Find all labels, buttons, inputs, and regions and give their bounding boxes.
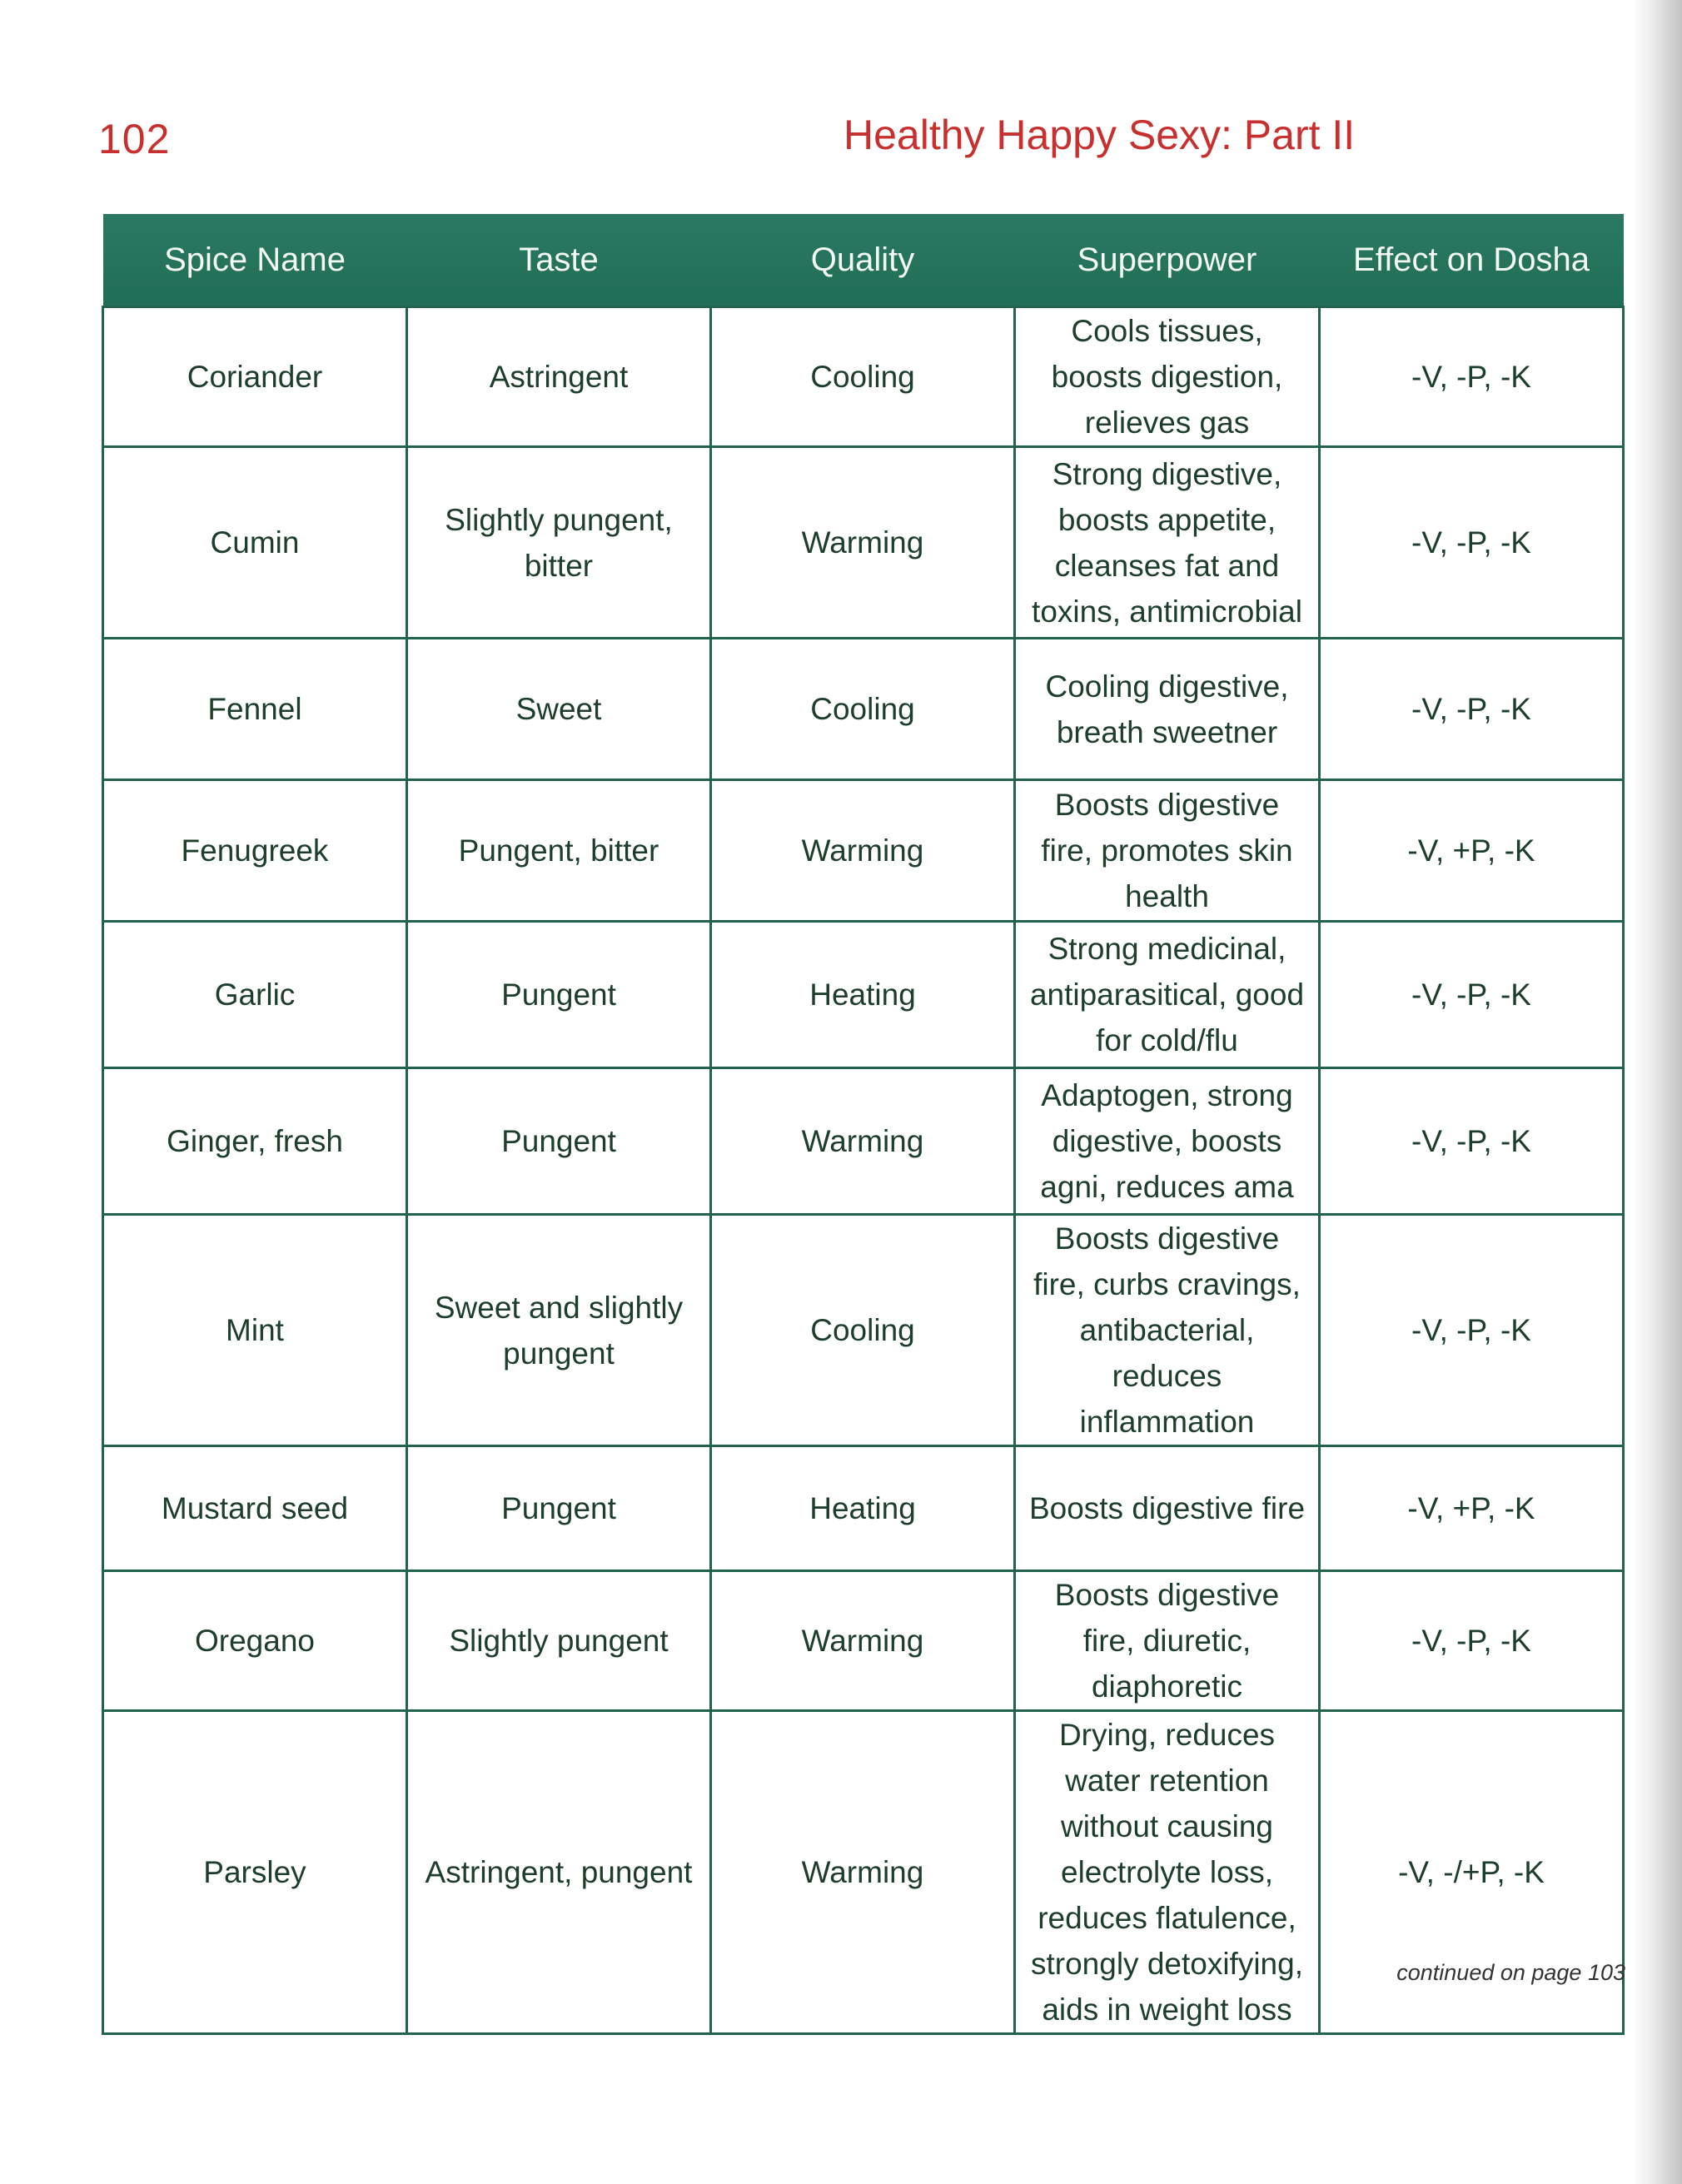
cell-quality: Warming <box>711 1711 1015 2034</box>
cell-spice-name: Mustard seed <box>103 1446 407 1571</box>
continued-note: continued on page 103 <box>1396 1960 1625 1985</box>
table-header-row <box>103 214 1624 307</box>
running-head: Healthy Happy Sexy: Part II <box>843 112 1356 158</box>
cell-spice-name: Ginger, fresh <box>103 1068 407 1215</box>
cell-effect: -V, +P, -K <box>1320 780 1624 922</box>
cell-effect: -V, -P, -K <box>1320 1571 1624 1711</box>
cell-taste: Pungent, bitter <box>407 780 711 922</box>
cell-superpower: Cooling digestive, breath sweetner <box>1015 639 1320 780</box>
header-superpower: Superpower <box>1015 214 1320 307</box>
page-number: 102 <box>98 116 171 162</box>
header-effect-on-dosha: Effect on Dosha <box>1320 214 1624 307</box>
cell-quality: Heating <box>711 922 1015 1068</box>
header-taste: Taste <box>407 214 711 307</box>
cell-taste: Slightly pungent <box>407 1571 711 1711</box>
cell-superpower: Boosts digestive fire, promotes skin health <box>1015 780 1320 922</box>
cell-taste: Pungent <box>407 922 711 1068</box>
cell-quality: Cooling <box>711 307 1015 447</box>
cell-superpower: Strong medicinal, antiparasitical, good for cold/flu <box>1015 922 1320 1068</box>
cell-superpower: Drying, reduces water retention without causing electrolyte loss, reduces flatulence, strongly detoxifying, aids in weight loss <box>1015 1711 1320 2034</box>
cell-superpower: Adaptogen, strong digestive, boosts agni, reduces ama <box>1015 1068 1320 1215</box>
header-quality: Quality <box>711 214 1015 307</box>
cell-spice-name: Oregano <box>103 1571 407 1711</box>
cell-quality: Warming <box>711 1068 1015 1215</box>
cell-taste: Pungent <box>407 1446 711 1571</box>
cell-superpower: Boosts digestive fire, diuretic, diaphoretic <box>1015 1571 1320 1711</box>
cell-effect: -V, -P, -K <box>1320 447 1624 639</box>
cell-superpower: Boosts digestive fire, curbs cravings, antibacterial, reduces inflammation <box>1015 1215 1320 1446</box>
cell-effect: -V, +P, -K <box>1320 1446 1624 1571</box>
cell-superpower: Cools tissues, boosts digestion, relieves gas <box>1015 307 1320 447</box>
cell-spice-name: Fennel <box>103 639 407 780</box>
cell-spice-name: Mint <box>103 1215 407 1446</box>
cell-taste: Pungent <box>407 1068 711 1215</box>
table-row <box>103 1068 1624 1215</box>
cell-quality: Cooling <box>711 639 1015 780</box>
table-row <box>103 1446 1624 1571</box>
table-row <box>103 780 1624 922</box>
cell-spice-name: Garlic <box>103 922 407 1068</box>
cell-effect: -V, -P, -K <box>1320 307 1624 447</box>
cell-effect: -V, -P, -K <box>1320 639 1624 780</box>
cell-taste: Astringent, pungent <box>407 1711 711 2034</box>
cell-quality: Warming <box>711 780 1015 922</box>
cell-quality: Warming <box>711 447 1015 639</box>
cell-effect: -V, -P, -K <box>1320 1215 1624 1446</box>
cell-quality: Warming <box>711 1571 1015 1711</box>
cell-effect: -V, -/+P, -K <box>1320 1711 1624 2034</box>
cell-superpower: Boosts digestive fire <box>1015 1446 1320 1571</box>
cell-taste: Astringent <box>407 307 711 447</box>
cell-quality: Heating <box>711 1446 1015 1571</box>
table-row <box>103 922 1624 1068</box>
cell-quality: Cooling <box>711 1215 1015 1446</box>
cell-taste: Sweet and slightly pungent <box>407 1215 711 1446</box>
table-row <box>103 307 1624 447</box>
cell-spice-name: Fenugreek <box>103 780 407 922</box>
cell-spice-name: Parsley <box>103 1711 407 2034</box>
table-row <box>103 639 1624 780</box>
cell-effect: -V, -P, -K <box>1320 922 1624 1068</box>
spice-table <box>102 214 1625 2035</box>
table-row <box>103 1711 1624 2034</box>
cell-spice-name: Cumin <box>103 447 407 639</box>
header-spice-name: Spice Name <box>103 214 407 307</box>
page-edge-shadow <box>1632 0 1682 2184</box>
table-row <box>103 1215 1624 1446</box>
cell-superpower: Strong digestive, boosts appetite, cleanses fat and toxins, antimicrobial <box>1015 447 1320 639</box>
cell-effect: -V, -P, -K <box>1320 1068 1624 1215</box>
cell-taste: Sweet <box>407 639 711 780</box>
table-row <box>103 1571 1624 1711</box>
table-row <box>103 447 1624 639</box>
cell-taste: Slightly pungent, bitter <box>407 447 711 639</box>
cell-spice-name: Coriander <box>103 307 407 447</box>
